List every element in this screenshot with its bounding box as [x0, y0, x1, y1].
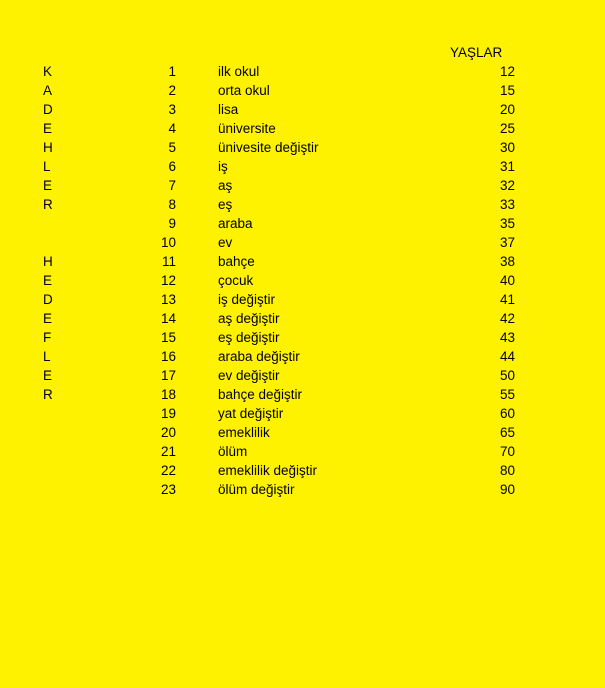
row-number: 8: [168, 197, 176, 212]
row-age: 37: [499, 235, 515, 250]
row-age: 30: [499, 140, 515, 155]
row-label: araba: [218, 216, 253, 231]
table-row: [0, 480, 605, 499]
row-label: yat değiştir: [218, 406, 284, 421]
table-row: [0, 100, 605, 119]
row-number: 2: [168, 83, 176, 98]
row-age: 33: [499, 197, 515, 212]
row-age: 65: [499, 425, 515, 440]
row-number: 3: [168, 102, 176, 117]
row-label: çocuk: [218, 273, 254, 288]
row-age: 70: [499, 444, 515, 459]
row-number: 18: [160, 387, 176, 402]
row-number: 1: [168, 64, 176, 79]
row-number: 17: [160, 368, 176, 383]
row-number: 14: [160, 311, 176, 326]
table-row: [0, 347, 605, 366]
row-label: aş değiştir: [218, 311, 280, 326]
row-number: 16: [160, 349, 176, 364]
row-label: emeklilik değiştir: [218, 463, 318, 478]
row-letter: F: [43, 330, 52, 345]
table-row: [0, 157, 605, 176]
row-number: 12: [160, 273, 176, 288]
row-age: 50: [499, 368, 515, 383]
table-row: [0, 404, 605, 423]
row-letter: H: [43, 140, 53, 155]
table-row: [0, 366, 605, 385]
table-row: [0, 195, 605, 214]
row-number: 4: [168, 121, 176, 136]
row-letter: K: [43, 64, 53, 79]
table-row: [0, 214, 605, 233]
table-row: [0, 252, 605, 271]
row-label: ünivesite değiştir: [218, 140, 319, 155]
row-number: 13: [160, 292, 176, 307]
row-letter: D: [43, 292, 53, 307]
table-row: [0, 271, 605, 290]
row-label: lisa: [218, 102, 239, 117]
row-label: orta okul: [218, 83, 270, 98]
row-number: 6: [168, 159, 176, 174]
row-label: bahçe: [218, 254, 255, 269]
row-age: 55: [499, 387, 515, 402]
row-number: 10: [160, 235, 176, 250]
table-row: [0, 442, 605, 461]
row-number: 20: [160, 425, 176, 440]
row-number: 23: [160, 482, 176, 497]
row-letter: E: [43, 178, 53, 193]
table-row: [0, 176, 605, 195]
row-number: 7: [168, 178, 176, 193]
row-age: 12: [499, 64, 515, 79]
row-label: ölüm: [218, 444, 248, 459]
row-letter: D: [43, 102, 53, 117]
row-age: 31: [499, 159, 515, 174]
row-label: bahçe değiştir: [218, 387, 303, 402]
table-row: [0, 290, 605, 309]
row-letter: R: [43, 387, 53, 402]
row-age: 32: [499, 178, 515, 193]
row-letter: A: [43, 83, 53, 98]
table-row: [0, 423, 605, 442]
row-letter: R: [43, 197, 53, 212]
row-age: 41: [499, 292, 515, 307]
row-label: ilk okul: [218, 64, 260, 79]
table-row: [0, 309, 605, 328]
row-letter: E: [43, 311, 53, 326]
row-letter: E: [43, 368, 53, 383]
row-label: eş: [218, 197, 233, 212]
row-letter: H: [43, 254, 53, 269]
row-age: 43: [499, 330, 515, 345]
row-age: 40: [499, 273, 515, 288]
row-label: ev değiştir: [218, 368, 280, 383]
row-label: ölüm değiştir: [218, 482, 295, 497]
table-row: [0, 81, 605, 100]
table-row: [0, 328, 605, 347]
row-label: üniversite: [218, 121, 276, 136]
row-number: 11: [161, 254, 176, 269]
row-letter: E: [43, 121, 53, 136]
table-row: [0, 385, 605, 404]
table-row: [0, 461, 605, 480]
row-label: iş: [218, 159, 228, 174]
row-number: 19: [160, 406, 176, 421]
table-row: [0, 119, 605, 138]
row-label: iş değiştir: [218, 292, 276, 307]
table-body: [0, 62, 605, 499]
row-label: eş değiştir: [218, 330, 280, 345]
table-row: [0, 62, 605, 81]
row-number: 9: [168, 216, 176, 231]
row-age: 42: [499, 311, 515, 326]
row-age: 20: [499, 102, 515, 117]
row-age: 44: [499, 349, 515, 364]
row-number: 21: [160, 444, 176, 459]
row-age: 80: [499, 463, 515, 478]
row-number: 15: [160, 330, 176, 345]
row-age: 38: [499, 254, 515, 269]
row-age: 35: [499, 216, 515, 231]
row-label: ev: [218, 235, 233, 250]
row-age: 15: [499, 83, 515, 98]
row-letter: E: [43, 273, 53, 288]
row-letter: L: [43, 159, 51, 174]
row-age: 25: [499, 121, 515, 136]
ages-header: YAŞLAR: [450, 45, 503, 60]
row-letter: L: [43, 349, 51, 364]
row-label: araba değiştir: [218, 349, 300, 364]
row-number: 5: [168, 140, 176, 155]
table-row: [0, 138, 605, 157]
row-age: 90: [499, 482, 515, 497]
row-label: aş: [218, 178, 233, 193]
row-number: 22: [160, 463, 176, 478]
table-row: [0, 233, 605, 252]
row-label: emeklilik: [218, 425, 270, 440]
row-age: 60: [499, 406, 515, 421]
